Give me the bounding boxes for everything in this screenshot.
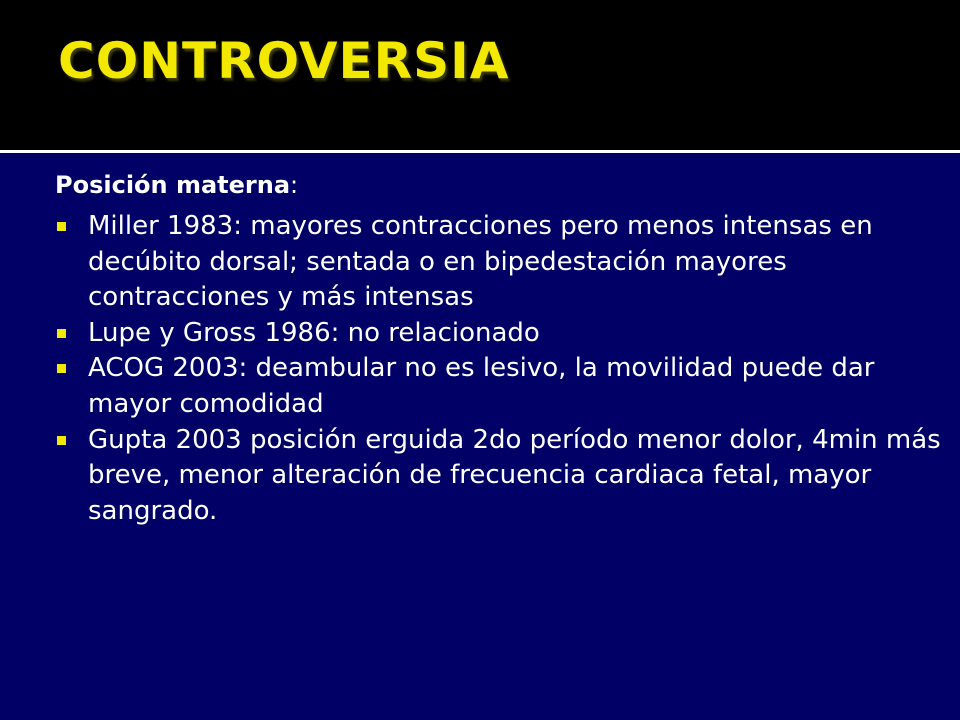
content-area xyxy=(0,153,960,720)
slide-title: CONTROVERSIA xyxy=(58,32,510,90)
title-band xyxy=(0,0,960,150)
section-heading xyxy=(55,167,298,203)
square-bullet-icon xyxy=(57,436,66,445)
bullet-item xyxy=(55,209,945,316)
section-heading-colon: : xyxy=(290,171,299,199)
bullet-text: Lupe y Gross 1986: no relacionado xyxy=(88,317,540,348)
bullet-item xyxy=(55,351,945,422)
bullet-text: Gupta 2003 posición erguida 2do período menor dolor, 4min más breve, menor alteración de frecuencia cardiaca fetal, mayor sangrado. xyxy=(88,424,941,526)
bullet-text: ACOG 2003: deambular no es lesivo, la movilidad puede dar mayor comodidad xyxy=(88,353,875,419)
bullet-item xyxy=(55,316,945,352)
bullet-list xyxy=(55,209,945,529)
section-heading-label: Posición materna xyxy=(55,171,291,199)
square-bullet-icon xyxy=(57,222,66,231)
square-bullet-icon xyxy=(57,329,66,338)
bullet-text: Miller 1983: mayores contracciones pero menos intensas en decúbito dorsal; sentada o en bipedestación mayores contracciones y más intensas xyxy=(88,211,873,313)
bullet-item xyxy=(55,423,945,530)
square-bullet-icon xyxy=(57,364,66,373)
